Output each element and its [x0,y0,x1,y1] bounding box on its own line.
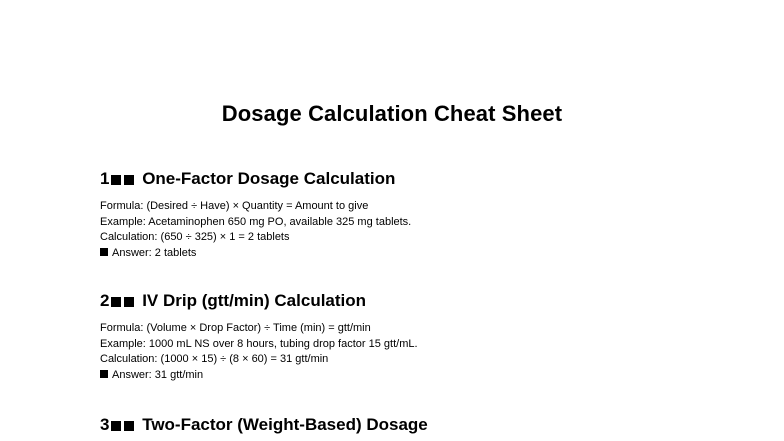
answer-line [100,246,740,262]
square-bullet-icon [124,175,134,185]
section-weight-based [100,414,740,436]
answer-square-icon [100,370,108,378]
formula-line: Formula: (Desired ÷ Have) × Quantity = Amount to give [100,200,369,212]
example-line: Example: 1000 mL NS over 8 hours, tubing drop factor 15 gtt/mL. [100,337,418,350]
section-number: 1 [100,169,110,188]
square-bullet-icon [124,421,134,431]
section-heading-text: Two-Factor (Weight-Based) Dosage [142,415,428,434]
square-bullet-icon [111,421,121,431]
document-title: Dosage Calculation Cheat Sheet [221,101,563,126]
square-bullet-icon [111,297,121,307]
answer-text: Answer: 2 tablets [112,246,197,259]
square-bullet-icon [124,297,134,307]
formula-line: Formula: (Volume × Drop Factor) ÷ Time (min) = gtt/min [100,322,371,334]
answer-text: Answer: 31 gtt/min [112,368,204,381]
section-heading-text: One-Factor Dosage Calculation [142,169,396,188]
section-heading [100,414,740,436]
section-heading [100,168,740,190]
section-heading-text: IV Drip (gtt/min) Calculation [142,291,367,310]
calculation-line: Calculation: (650 ÷ 325) × 1 = 2 tablets [100,231,290,243]
section-number: 3 [100,415,110,434]
example-line: Example: Acetaminophen 650 mg PO, available 325 mg tablets. [100,215,412,228]
square-bullet-icon [111,175,121,185]
section-one-factor [100,168,740,261]
section-number: 2 [100,291,110,310]
section-heading [100,290,740,312]
section-iv-drip [100,290,740,383]
answer-square-icon [100,248,108,256]
answer-line [100,368,740,384]
calculation-line: Calculation: (1000 × 15) ÷ (8 × 60) = 31 gtt/min [100,353,329,365]
